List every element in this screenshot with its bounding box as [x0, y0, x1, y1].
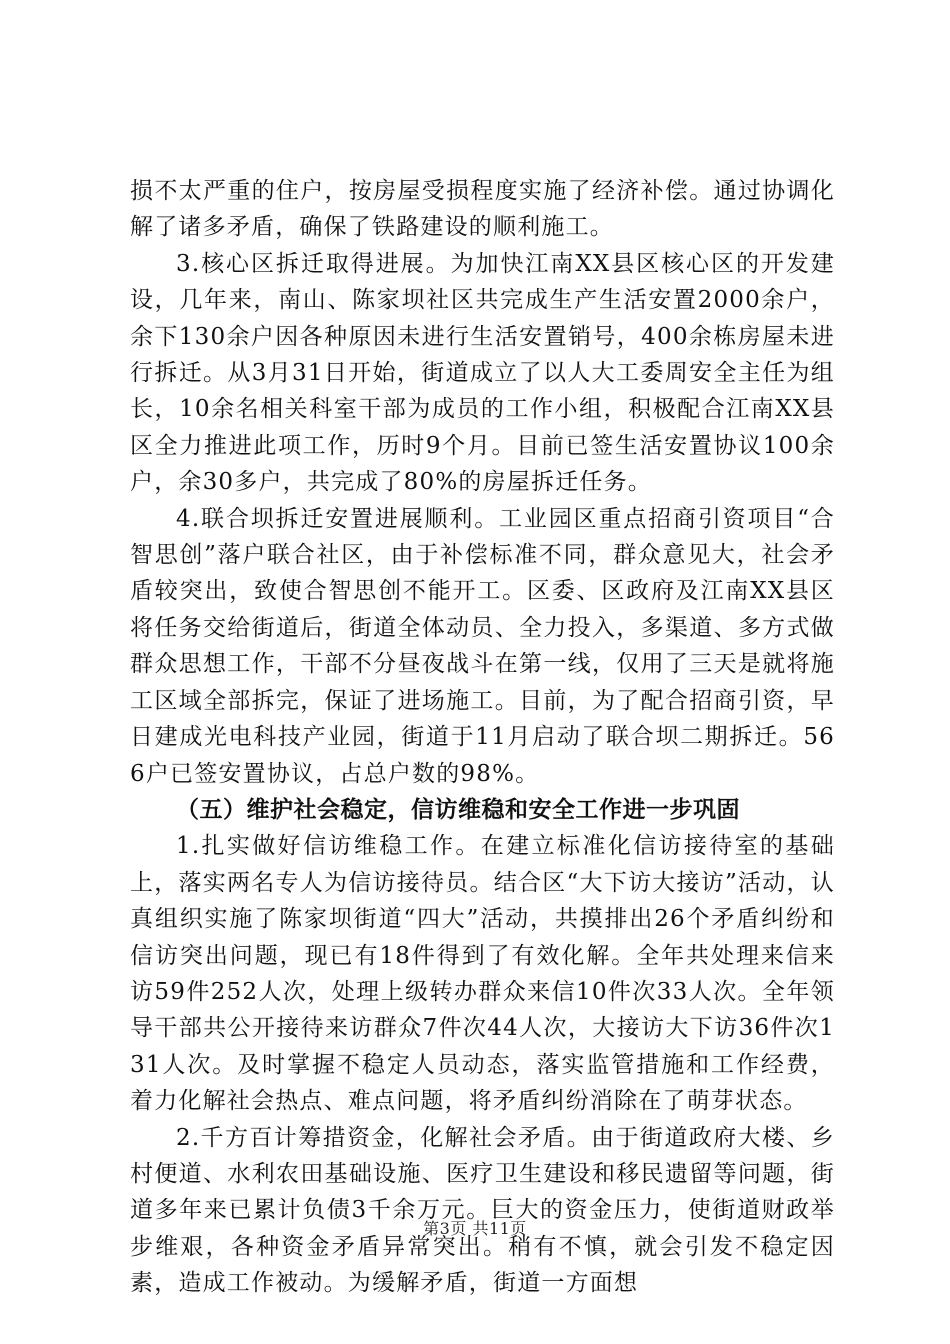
paragraph-fund-raising: 2.千方百计筹措资金，化解社会矛盾。由于街道政府大楼、乡村便道、水利农田基础设施、医疗卫生建设和移民遗留等问题，街道多年来已累计负债3千余万元。巨大的资金压力，使街道财政举步维艰，各种资金矛盾异常突出。稍有不慎，就会引发不稳定因素，造成工作被动。为缓解矛盾，街道一方面想: [130, 1124, 835, 1297]
paragraph-continuation: 损不太严重的住户，按房屋受损程度实施了经济补偿。通过协调化解了诸多矛盾，确保了铁路建设的顺利施工。: [130, 178, 835, 241]
paragraph-core-area-demolition: 3.核心区拆迁取得进展。为加快江南XX县区核心区的开发建设，几年来，南山、陈家坝社区共完成生产生活安置2000余户，余下130余户因各种原因未进行生活安置销号，400余栋房屋未进行拆迁。从3月31日开始，街道成立了以人大工委周安全主任为组长，10余名相关科室干部为成员的工作小组，积极配合江南XX县区全力推进此项工作，历时9个月。目前已签生活安置协议100余户，余30多户，共完成了80%的房屋拆迁任务。: [130, 250, 835, 496]
section-heading: （五）维护社会稳定，信访维稳和安全工作进一步巩固: [176, 795, 740, 823]
paragraph-petition-work: 1.扎实做好信访维稳工作。在建立标准化信访接待室的基础上，落实两名专人为信访接待员。结合区“大下访大接访”活动，认真组织实施了陈家坝街道“四大”活动，共摸排出26个矛盾纠纷和信访突出问题，现已有18件得到了有效化解。全年共处理来信来访59件252人次，处理上级转办群众来信10件次33人次。全年领导干部共公开接待来访群众7件次44人次，大接访大下访36件次131人次。及时掌握不稳定人员动态，落实监管措施和工作经费，着力化解社会热点、难点问题，将矛盾纠纷消除在了萌芽状态。: [130, 833, 835, 1115]
document-body: [130, 173, 835, 1302]
paragraph-lianheba-resettlement: 4.联合坝拆迁安置进展顺利。工业园区重点招商引资项目“合智思创”落户联合社区，由于补偿标准不同，群众意见大，社会矛盾较突出，致使合智思创不能开工。区委、区政府及江南XX县区将任务交给街道后，街道全体动员、全力投入，多渠道、多方式做群众思想工作，干部不分昼夜战斗在第一线，仅用了三天是就将施工区域全部拆完，保证了进场施工。目前，为了配合招商引资，早日建成光电科技产业园，街道于11月启动了联合坝二期拆迁。566户已签安置协议，占总户数的98%。: [130, 505, 835, 787]
page-footer: 第3页 共11页: [423, 1219, 527, 1238]
